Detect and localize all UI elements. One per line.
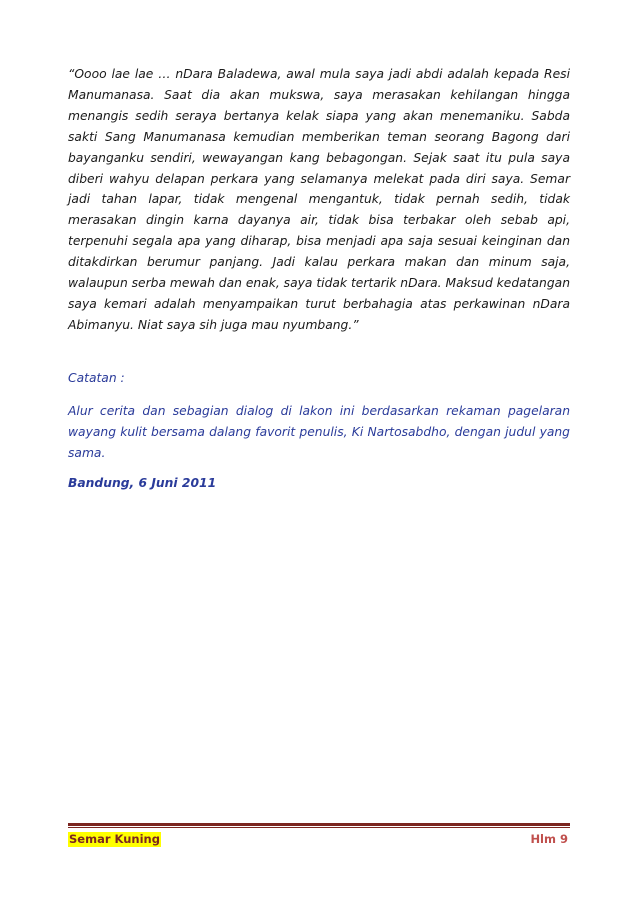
footer-rule-thick	[68, 823, 570, 826]
quote-paragraph: “Oooo lae lae … nDara Baladewa, awal mula saya jadi abdi adalah kepada Resi Manumanasa. Saat dia akan mukswa, saya merasakan kehilangan hingga menangis sedih seraya bertanya kelak siapa yang akan menemaniku. Sabda sakti Sang Manumanasa kemudian memberikan teman seorang Bagong dari bayanganku sendiri, wewayangan kang bebagongan. Sejak saat itu pula saya diberi wahyu delapan perkara yang selamanya melekat pada diri saya. Semar jadi tahan lapar, tidak mengenal mengantuk, tidak pernah sedih, tidak merasakan dingin karna dayanya air, tidak bisa terbakar oleh sebab api, terpenuhi segala apa yang diharap, bisa menjadi apa saja sesuai keinginan dan ditakdirkan berumur panjang. Jadi kalau perkara makan dan minum saja, walaupun serba mewah dan enak, saya tidak tertarik nDara. Maksud kedatangan saya kemari adalah menyampaikan turut berbahagia atas perkawinan nDara Abimanyu. Niat saya sih juga mau nyumbang.”	[68, 67, 570, 332]
signoff-date: Bandung, 6 Juni 2011	[68, 476, 217, 491]
footer-page-number: Hlm 9	[530, 832, 568, 846]
note-heading: Catatan :	[68, 370, 125, 385]
note-paragraph: Alur cerita dan sebagian dialog di lakon ini berdasarkan rekaman pagelaran wayang kulit bersama dalang favorit penulis, Ki Nartosabdho, dengan judul yang sama.	[68, 403, 570, 460]
footer-rule-thin	[68, 827, 570, 828]
page-content	[68, 64, 570, 494]
footer-title: Semar Kuning	[69, 832, 160, 846]
